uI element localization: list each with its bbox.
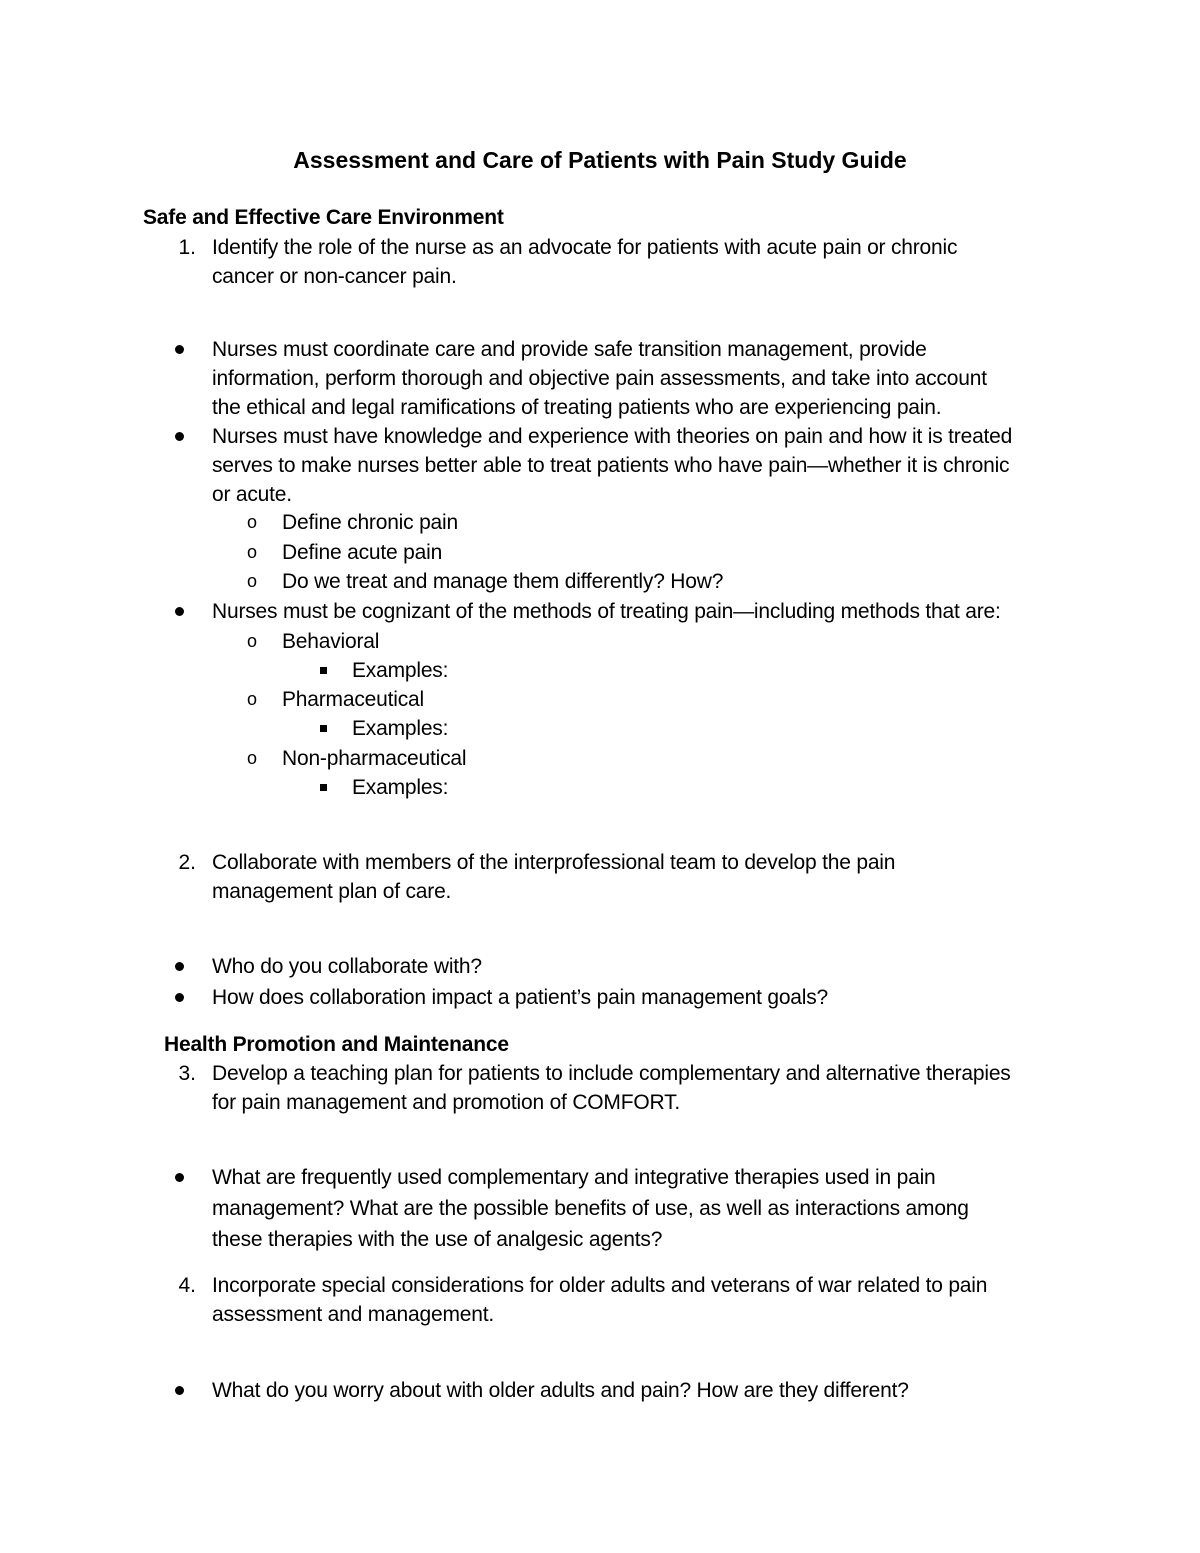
circle-marker-icon: o — [247, 631, 258, 651]
bullet-collaborate-with: Who do you collaborate with? — [212, 955, 482, 978]
bullet-therapies-line-3: these therapies with the use of analgesic agents? — [212, 1228, 663, 1251]
bullet-icon — [175, 1173, 184, 1182]
item-number-2: 2. — [178, 851, 196, 874]
bullet-b-line-1: Nurses must have knowledge and experience with theories on pain and how it is treated — [212, 425, 1013, 448]
method-non-pharmaceutical: Non-pharmaceutical — [282, 747, 467, 770]
bullet-a-line-1: Nurses must coordinate care and provide safe transition management, provide — [212, 338, 927, 361]
bullet-therapies-line-2: management? What are the possible benefits of use, as well as interactions among — [212, 1197, 969, 1220]
section-heading-safe-care: Safe and Effective Care Environment — [143, 206, 504, 229]
document-title: Assessment and Care of Patients with Pain Study Guide — [293, 147, 907, 173]
bullet-icon — [175, 607, 184, 616]
circle-marker-icon: o — [247, 542, 258, 562]
method-pharmaceutical-examples: Examples: — [352, 717, 449, 740]
method-behavioral: Behavioral — [282, 630, 380, 653]
bullet-icon — [175, 993, 184, 1002]
bullet-b-line-3: or acute. — [212, 483, 292, 506]
item-1-line-1: Identify the role of the nurse as an advocate for patients with acute pain or chronic — [212, 236, 958, 259]
bullet-c-line-1: Nurses must be cognizant of the methods of treating pain—including methods that are: — [212, 600, 1001, 623]
sub-item-define-acute: Define acute pain — [282, 541, 443, 564]
square-bullet-icon — [320, 784, 327, 791]
bullet-icon — [175, 345, 184, 354]
bullet-icon — [175, 432, 184, 441]
square-bullet-icon — [320, 667, 327, 674]
item-2-line-2: management plan of care. — [212, 880, 452, 903]
bullet-therapies-line-1: What are frequently used complementary and integrative therapies used in pain — [212, 1166, 936, 1189]
item-4-line-2: assessment and management. — [212, 1303, 494, 1326]
method-non-pharmaceutical-examples: Examples: — [352, 776, 449, 799]
circle-marker-icon: o — [247, 571, 258, 591]
item-3-line-2: for pain management and promotion of COMFORT. — [212, 1091, 681, 1114]
item-2-line-1: Collaborate with members of the interprofessional team to develop the pain — [212, 851, 896, 874]
item-1-line-2: cancer or non-cancer pain. — [212, 265, 457, 288]
method-pharmaceutical: Pharmaceutical — [282, 688, 424, 711]
bullet-a-line-3: the ethical and legal ramifications of treating patients who are experiencing pain. — [212, 396, 942, 419]
bullet-b-line-2: serves to make nurses better able to treat patients who have pain—whether it is chronic — [212, 454, 1010, 477]
item-number-4: 4. — [178, 1274, 196, 1297]
circle-marker-icon: o — [247, 748, 258, 768]
item-3-line-1: Develop a teaching plan for patients to include complementary and alternative therapies — [212, 1062, 1011, 1085]
item-number-1: 1. — [178, 236, 196, 259]
bullet-icon — [175, 962, 184, 971]
bullet-older-adults: What do you worry about with older adults and pain? How are they different? — [212, 1379, 909, 1402]
item-number-3: 3. — [178, 1062, 196, 1085]
method-behavioral-examples: Examples: — [352, 659, 449, 682]
bullet-a-line-2: information, perform thorough and objective pain assessments, and take into account — [212, 367, 987, 390]
circle-marker-icon: o — [247, 512, 258, 532]
bullet-icon — [175, 1386, 184, 1395]
section-heading-health-promotion: Health Promotion and Maintenance — [164, 1033, 509, 1056]
item-4-line-1: Incorporate special considerations for older adults and veterans of war related to pain — [212, 1274, 988, 1297]
bullet-collaboration-impact: How does collaboration impact a patient’s pain management goals? — [212, 986, 829, 1009]
sub-item-treat-differently: Do we treat and manage them differently? How? — [282, 570, 724, 593]
circle-marker-icon: o — [247, 689, 258, 709]
sub-item-define-chronic: Define chronic pain — [282, 511, 458, 534]
square-bullet-icon — [320, 725, 327, 732]
